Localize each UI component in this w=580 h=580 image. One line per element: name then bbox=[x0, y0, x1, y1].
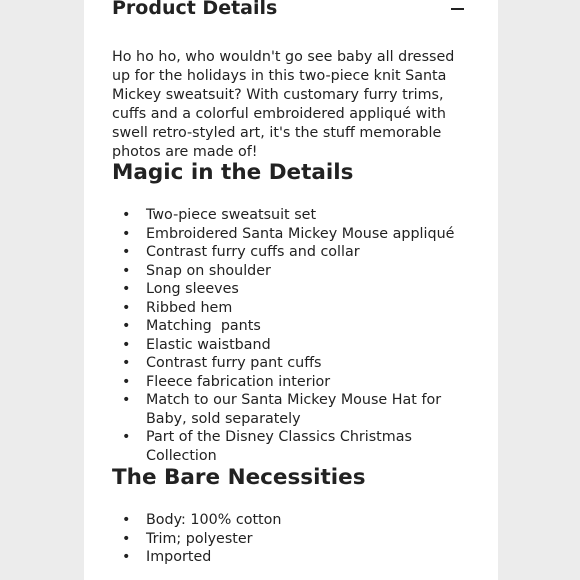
list-item bbox=[112, 280, 468, 299]
list-item-text: Ribbed hem bbox=[146, 299, 233, 316]
bullet-icon: • bbox=[122, 549, 131, 565]
bullet-icon: • bbox=[122, 392, 131, 408]
list-item-text: Snap on shoulder bbox=[146, 262, 271, 279]
list-item-text: Embroidered Santa Mickey Mouse appliqué bbox=[146, 225, 455, 242]
product-details-header[interactable] bbox=[112, 0, 468, 24]
list-item bbox=[112, 317, 468, 336]
bullet-icon: • bbox=[122, 429, 131, 445]
list-item-text: Long sleeves bbox=[146, 281, 239, 297]
list-item-text: Fleece fabrication interior bbox=[146, 373, 331, 390]
list-item bbox=[112, 511, 468, 530]
list-item-text: Contrast furry pant cuffs bbox=[146, 355, 322, 371]
bullet-icon: • bbox=[122, 373, 131, 390]
product-details-panel bbox=[84, 0, 498, 580]
list-item bbox=[112, 391, 468, 428]
list-item bbox=[112, 225, 468, 244]
bare-necessities-heading: The Bare Necessities bbox=[112, 465, 366, 490]
product-details-title: Product Details bbox=[112, 0, 278, 19]
list-item bbox=[112, 206, 468, 225]
magic-in-the-details-heading: Magic in the Details bbox=[112, 160, 354, 185]
list-item-text: Match to our Santa Mickey Mouse Hat for Baby, sold separately bbox=[146, 392, 442, 427]
bullet-icon: • bbox=[122, 281, 131, 297]
list-item bbox=[112, 373, 468, 392]
list-item-text: Contrast furry cuffs and collar bbox=[146, 244, 360, 260]
list-item-text: Elastic waistband bbox=[146, 336, 271, 353]
bullet-icon: • bbox=[122, 512, 131, 528]
bullet-icon: • bbox=[122, 355, 131, 371]
list-item bbox=[112, 428, 468, 465]
bullet-icon: • bbox=[122, 225, 131, 242]
bullet-icon: • bbox=[122, 244, 131, 260]
bullet-icon: • bbox=[122, 336, 131, 353]
bullet-icon: • bbox=[122, 262, 131, 279]
bullet-icon: • bbox=[122, 318, 131, 334]
list-item bbox=[112, 354, 468, 373]
list-item-text: Two-piece sweatsuit set bbox=[146, 207, 317, 223]
list-item-text: Body: 100% cotton bbox=[146, 512, 282, 528]
bullet-icon: • bbox=[122, 530, 131, 547]
bullet-icon: • bbox=[122, 299, 131, 316]
list-item bbox=[112, 262, 468, 281]
list-item bbox=[112, 299, 468, 318]
list-item-text: Matching pants bbox=[146, 318, 261, 334]
list-item bbox=[112, 336, 468, 355]
minus-icon[interactable] bbox=[450, 0, 466, 16]
list-item bbox=[112, 530, 468, 549]
bullet-icon: • bbox=[122, 207, 131, 223]
list-item-text: Trim; polyester bbox=[146, 530, 253, 547]
bare-necessities-list bbox=[112, 511, 468, 567]
list-item bbox=[112, 243, 468, 262]
list-item bbox=[112, 548, 468, 567]
list-item-text: Imported bbox=[146, 549, 212, 565]
magic-details-list bbox=[112, 206, 468, 465]
list-item-text: Part of the Disney Classics Christmas Collection bbox=[146, 429, 412, 464]
product-description: Ho ho ho, who wouldn't go see baby all dressed up for the holidays in this two-piece knit Santa Mickey sweatsuit? With customary furry trims, cuffs and a colorful embroidered appliqué with swell retro-styled art, it's the stuff memorable photos are made of! bbox=[112, 49, 455, 160]
